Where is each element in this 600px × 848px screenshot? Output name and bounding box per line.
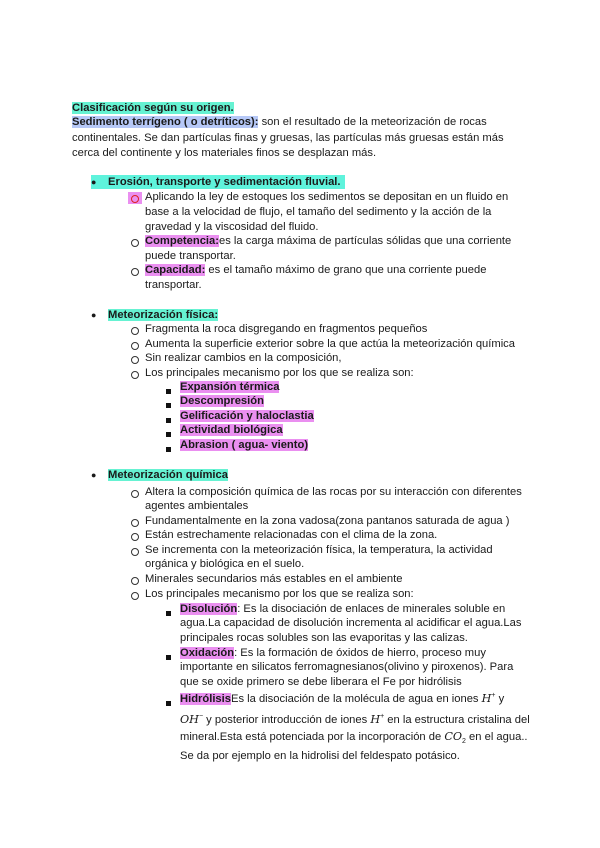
capacidad-term: Capacidad: — [145, 264, 206, 276]
sedimento-line-1: Sedimento terrígeno ( o detríticos): son el resultado de la meteorización de rocas — [72, 116, 487, 128]
square-bullet-icon — [166, 442, 171, 456]
quimica-item-3: Están estrechamente relacionadas con el clima de la zona. — [145, 529, 438, 541]
circle-bullet-icon — [131, 488, 139, 502]
section-title: Clasificación según su origen. — [72, 102, 234, 114]
bullet-dot-icon: ● — [91, 177, 97, 187]
formula-h: H — [370, 713, 381, 726]
circle-bullet-icon — [131, 590, 139, 604]
fisica-heading: Meteorización física: — [108, 309, 219, 321]
erosion-item-1-line-3: gravedad y la viscosidad del fluido. — [145, 221, 319, 233]
competencia-term: Competencia: — [145, 235, 219, 247]
fisica-item-4: Los principales mecanismo por los que se realiza son: — [145, 367, 414, 379]
oxidacion-line-1: Oxidación: Es la formación de óxidos de hierro, proceso muy — [180, 647, 486, 659]
hidrolisis-line-1: HidrólisisEs la disociación de la molécula de agua en iones H+ y — [180, 692, 505, 705]
quimica-item-6: Los principales mecanismo por los que se realiza son: — [145, 588, 414, 600]
quimica-item-4-line-1: Se incrementa con la meteorización física, la temperatura, la actividad — [145, 544, 493, 556]
quimica-item-2: Fundamentalmente en la zona vadosa(zona pantanos saturada de agua ) — [145, 515, 510, 527]
sedimento-line-3: cerca del continente y los materiales finos se desplazan más. — [72, 147, 377, 159]
bullet-dot-icon: ● — [91, 310, 97, 320]
formula-co2: CO — [444, 730, 463, 743]
quimica-item-5: Minerales secundarios más estables en el ambiente — [145, 573, 403, 585]
circle-bullet-icon — [131, 325, 139, 339]
disolucion-line-3: principales rocas solubles son las evaporitas y las calizas. — [180, 632, 468, 644]
square-bullet-icon — [166, 413, 171, 427]
circle-bullet-icon — [131, 369, 139, 383]
erosion-item-3-line-1: Capacidad: es el tamaño máximo de grano que una corriente puede — [145, 264, 487, 276]
quimica-item-4-line-2: orgánica y biológica en el suelo. — [145, 558, 305, 570]
circle-bullet-icon — [131, 575, 139, 589]
circle-bullet-icon — [131, 193, 139, 207]
erosion-item-1-line-2: base a la velocidad de flujo, el tamaño del sedimento y la acción de la — [145, 206, 492, 218]
fisica-item-2: Aumenta la superficie exterior sobre la que actúa la meteorización química — [145, 338, 516, 350]
mechanism-item: Abrasion ( agua- viento) — [180, 439, 309, 451]
oxidacion-line-3: que se oxide primero se debe liberara el Fe por hidrólisis — [180, 676, 462, 688]
oxidacion-line-2: importante en silicatos ferromagnesianos(olivino y piroxenos). Para — [180, 661, 514, 673]
circle-bullet-icon — [131, 354, 139, 368]
erosion-item-2-line-2: puede transportar. — [145, 250, 236, 262]
circle-bullet-icon — [131, 266, 139, 280]
quimica-item-1-line-2: agentes ambientales — [145, 500, 249, 512]
oxidacion-term: Oxidación — [180, 647, 235, 659]
hidrolisis-line-3: mineral.Esta está potenciada por la incorporación de $CO_2$ en el agua.. — [180, 730, 528, 745]
bullet-dot-icon: ● — [91, 470, 97, 480]
formula-h: H — [481, 692, 492, 705]
mechanism-item: Actividad biológica — [180, 424, 283, 436]
fisica-item-1: Fragmenta la roca disgregando en fragmentos pequeños — [145, 323, 428, 335]
circle-bullet-icon — [131, 237, 139, 251]
hidrolisis-term: Hidrólisis — [180, 693, 231, 705]
erosion-item-3-line-2: transportar. — [145, 279, 202, 291]
circle-bullet-icon — [131, 517, 139, 531]
square-bullet-icon — [166, 427, 171, 441]
disolucion-line-2: agua.La capacidad de disolución incrementa al acidificar el agua.Las — [180, 617, 522, 629]
circle-bullet-icon — [131, 340, 139, 354]
erosion-item-2-line-1: Competencia:es la carga máxima de partículas sólidas que una corriente — [145, 235, 512, 247]
quimica-item-1-line-1: Altera la composición química de las rocas por su interacción con diferentes — [145, 486, 522, 498]
square-bullet-icon — [166, 606, 171, 620]
square-bullet-icon — [166, 696, 171, 710]
erosion-item-1-line-1: Aplicando la ley de estoques los sedimentos se depositan en un fluido en — [145, 191, 509, 203]
circle-bullet-icon — [131, 531, 139, 545]
square-bullet-icon — [166, 398, 171, 412]
mechanism-item: Expansión térmica — [180, 381, 280, 393]
formula-oh: OH — [180, 713, 199, 726]
square-bullet-icon — [166, 650, 171, 664]
disolucion-term: Disolución — [180, 603, 238, 615]
circle-bullet-icon — [131, 546, 139, 560]
erosion-heading: Erosión, transporte y sedimentación fluvial. — [108, 176, 341, 188]
mechanism-item: Gelificación y haloclastia — [180, 410, 314, 422]
sedimento-line-2: continentales. Se dan partículas finas y gruesas, las partículas más gruesas están más — [72, 132, 504, 144]
hidrolisis-line-4: Se da por ejemplo en la hidrolisi del feldespato potásico. — [180, 750, 460, 762]
sedimento-term: Sedimento terrígeno ( o detríticos): — [72, 116, 259, 128]
quimica-heading: Meteorización química — [108, 469, 228, 481]
disolucion-line-1: Disolución: Es la disociación de enlaces de minerales soluble en — [180, 603, 506, 615]
square-bullet-icon — [166, 384, 171, 398]
fisica-item-3: Sin realizar cambios en la composición, — [145, 352, 342, 364]
hidrolisis-line-2: OH− y posterior introducción de iones H+ en la estructura cristalina del — [180, 713, 530, 726]
mechanism-item: Descompresión — [180, 395, 264, 407]
